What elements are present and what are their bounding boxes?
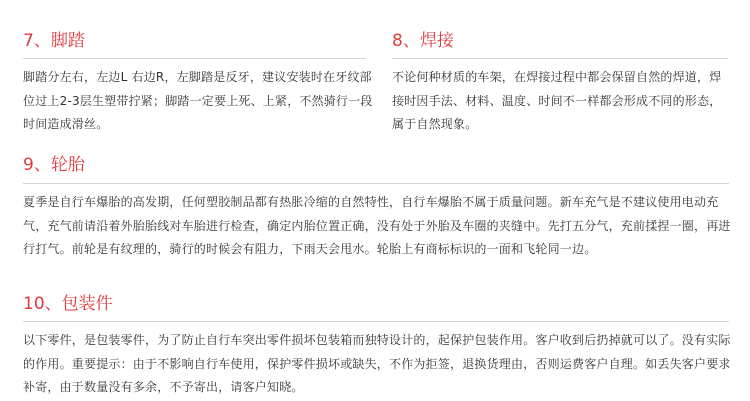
section-title-packaging: 10、包装件 bbox=[23, 294, 113, 314]
divider bbox=[23, 183, 729, 184]
section-body-pedals: 脚踏分左右，左边L 右边R，左脚踏是反牙，建议安装时在牙纹部位过上2-3层生塑带拧紧；脚踏一定要上死、上紧，不然骑行一段时间造成滑丝。 bbox=[23, 70, 373, 131]
section-title-welding: 8、焊接 bbox=[392, 31, 454, 51]
section-title-tires: 9、轮胎 bbox=[23, 155, 85, 175]
section-title-pedals: 7、脚踏 bbox=[23, 31, 85, 51]
section-body-packaging: 以下零件，是包装零件，为了防止自行车突出零件损坏包装箱而独特设计的，起保护包装作用。客户收到后扔掉就可以了。没有实际的作用。重要提示：由于不影响自行车使用，保护零件损坏或缺失，不作为拒签，退换货理由，否则运费客户自理。如丢失客户要求补寄，由于数量没有多余，不予寄出，请客户知晓。 bbox=[23, 333, 731, 394]
section-body-tires: 夏季是自行车爆胎的高发期，任何塑胶制品都有热胀冷缩的自然特性，自行车爆胎不属于质量问题。新车充气是不建议使用电动充气，充气前请沿着外胎胎线对车胎进行检查，确定内胎位置正确，没有处于外胎及车圈的夹缝中。先打五分气，充前揉捏一圈，再进行打气。前轮是有纹理的，骑行的时候会有阻力，下雨天会甩水。轮胎上有商标标识的一面和飞轮同一边。 bbox=[23, 195, 731, 256]
divider bbox=[23, 58, 366, 59]
divider bbox=[392, 58, 728, 59]
section-body-welding: 不论何种材质的车架，在焊接过程中都会保留自然的焊道，焊接时因手法、材料、温度、时间不一样都会形成不同的形态，属于自然现象。 bbox=[392, 70, 722, 131]
divider bbox=[23, 321, 729, 322]
